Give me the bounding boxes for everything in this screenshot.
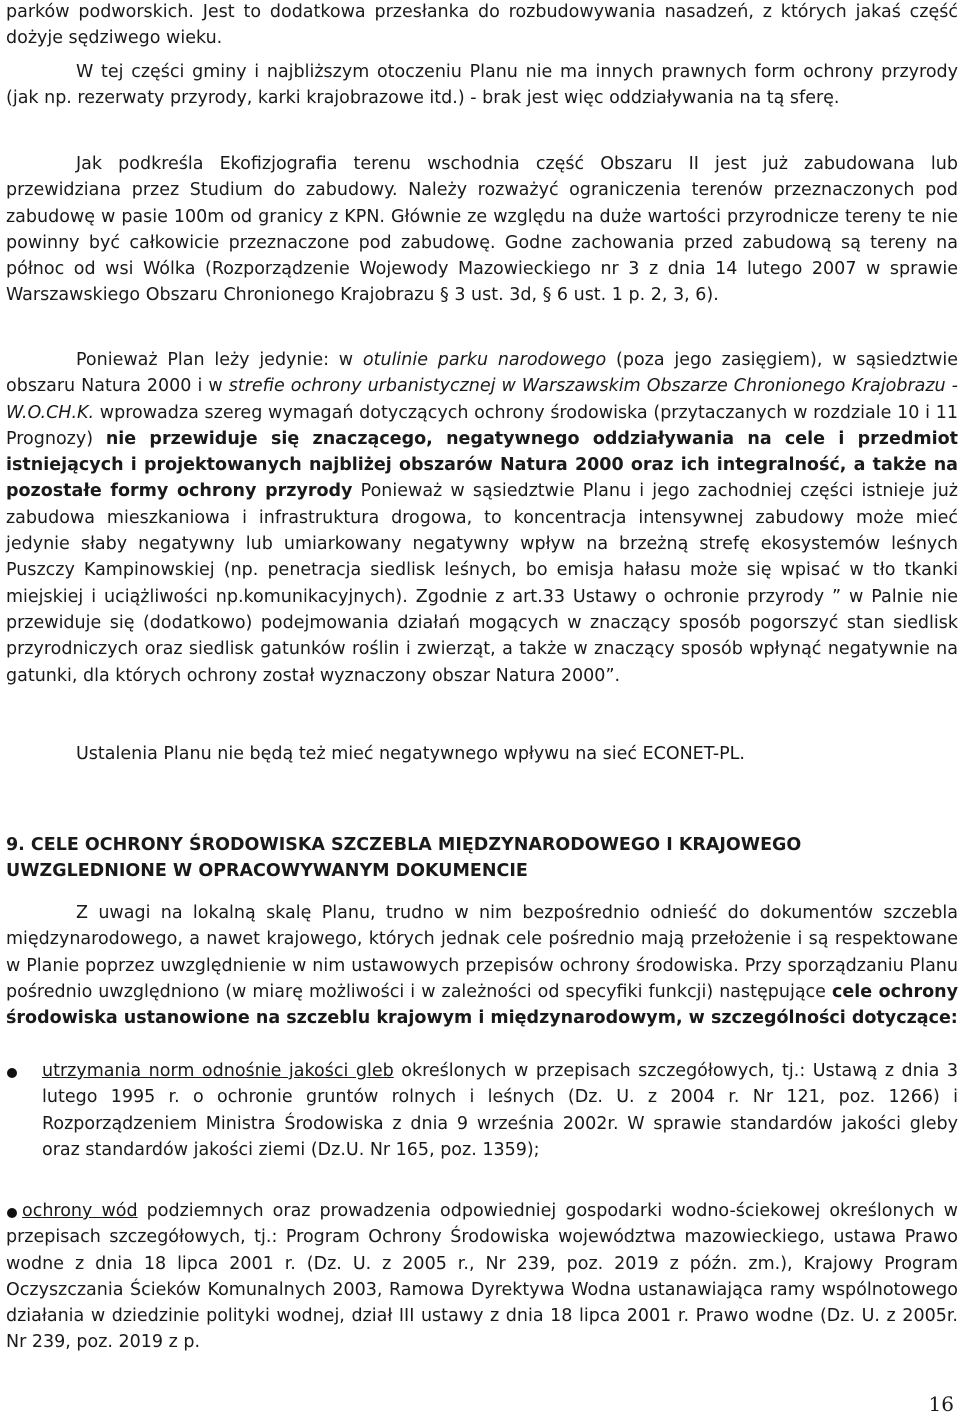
italic-run-otulina: otulinie parku narodowego	[362, 350, 607, 370]
text-run: Z uwagi na lokalną skalę Planu, trudno w nim bezpośrednio odnieść do dokumentów szczebla międzynarodowego, a nawet krajowego, których jednak cele pośrednio mają przełożenie i są respektowane w Planie poprzez uwzględnienie w nim ustawowych przepisów ochrony środowiska. Przy sporządzaniu Planu pośrednio uwzględniono (w miarę możliwości i w zależności od specyfiki funkcji) następujące	[6, 903, 958, 1002]
paragraph-environment-goals	[6, 900, 958, 1031]
text-run: wprowadza szereg wymagań dotyczących ochrony środowiska (przytaczanych w rozdziale 10 i 11 Prognozy)	[6, 402, 958, 449]
text-run: określonych w przepisach szczegółowych, tj.: Ustawą z dnia 3 lutego 1995 r. o ochronie gruntów rolnych i leśnych (Dz. U. z 2004 r. Nr 121, poz. 1266) i Rozporządzeniem Ministra Środowiska z dnia 9 września 2002r. W sprawie standardów jakości gleby oraz standardów jakości ziemi (Dz.U. Nr 165, poz. 1359);	[42, 1061, 958, 1160]
list-item-soil	[6, 1058, 958, 1163]
text-run: podziemnych oraz prowadzenia odpowiedniej gospodarki wodno-ściekowej określonych w przepisach szczegółowych, tj.: Program Ochrony Środowiska województwa mazowieckiego, ustawa Prawo wodne z dnia 18 lipca 2001 r. (Dz. U. z 2005 r., Nr 239, poz. 2019 z późn. zm.), Krajowy Program Oczyszczania Ścieków Komunalnych 2003, Ramowa Dyrektywa Wodna ustanawiająca ramy wspólnotowego działania w dziedzinie polityki wodnej, dział III ustawy z dnia 18 lipca 2001 r. Prawo wodne (Dz. U. z 2005r. Nr 239, poz. 2019 z p.	[6, 1201, 958, 1353]
bullet-icon	[7, 1208, 17, 1218]
underlined-run: ochrony wód	[22, 1201, 138, 1221]
underlined-run: utrzymania norm odnośnie jakości gleb	[42, 1061, 394, 1081]
list-item-water	[6, 1198, 958, 1356]
section-heading-9: 9. CELE OCHRONY ŚRODOWISKA SZCZEBLA MIĘDZYNARODOWEGO I KRAJOWEGO UWZGLEDNIONE W OPRACOWYWANYM DOKUMENCIE	[6, 835, 802, 882]
italic-run-woch: strefie ochrony urbanistycznej w Warszawskim Obszarze Chronionego Krajobrazu - W.O.CH.K.	[6, 376, 958, 423]
bold-run-goals: cele ochrony środowiska ustanowione na szczeblu krajowym i międzynarodowym, w szczególności dotyczące:	[6, 981, 959, 1029]
text-run: Ponieważ w sąsiedztwie Planu i jego zachodniej części istnieje już zabudowa mieszkaniowa i infrastruktura drogowa, to koncentracja intensywnej zabudowy może mieć jedynie słaby negatywny lub umiarkowany negatywny wpływ na brzeżną strefę ekosystemów leśnych Puszczy Kampinowskiej (np. penetracja siedlisk leśnych, bo emisja hałasu może się wpisać w tło tkanki miejskiej i uciążliwości np.komunikacyjnych). Zgodnie z art.33 Ustawy o ochronie przyrody ” w Palnie nie przewiduje się (dodatkowo) podejmowania działań mogących w znaczący sposób pogorszyć stan siedlisk przyrodniczych oraz siedlisk gatunków roślin i zwierząt, a także w znaczący sposób wpłynąć negatywnie na gatunki, dla których ochrony został wyznaczony obszar Natura 2000”.	[6, 481, 958, 686]
paragraph-natura-2000	[6, 347, 958, 689]
paragraph-ekofizjografia: Jak podkreśla Ekofizjografia terenu wschodnia część Obszaru II jest już zabudowana lub przewidziana przez Studium do zabudowy. Należy rozważyć ograniczenia terenów przeznaczonych pod zabudowę w pasie 100m od granicy z KPN. Głównie ze względu na duże wartości przyrodnicze tereny te nie powinny być całkowicie przeznaczone pod zabudowę. Godne zachowania przed zabudową są tereny na północ od wsi Wólka (Rozporządzenie Wojewody Mazowieckiego nr 3 z dnia 14 lutego 2007 w sprawie Warszawskiego Obszaru Chronionego Krajobrazu § 3 ust. 3d, § 6 ust. 1 p. 2, 3, 6).	[6, 154, 958, 306]
text-run: (poza jego zasięgiem), w sąsiedztwie obszaru Natura 2000 i w	[6, 350, 958, 397]
text-run: Ponieważ Plan leży jedynie: w	[76, 350, 363, 370]
bullet-icon	[7, 1068, 17, 1078]
page-number: 16	[928, 1392, 954, 1416]
bold-run-conclusion: nie przewiduje się znaczącego, negatywnego oddziaływania na cele i przedmiot istniejących i projektowanych najbliżej obszarów Natura 2000 oraz ich integralność, a także na pozostałe formy ochrony przyrody	[6, 428, 958, 502]
paragraph-parks: parków podworskich. Jest to dodatkowa przesłanka do rozbudowywania nasadzeń, z których jakaś część dożyje sędziwego wieku.	[6, 2, 958, 49]
paragraph-econet: Ustalenia Planu nie będą też mieć negatywnego wpływu na sieć ECONET-PL.	[76, 744, 745, 764]
paragraph-protection-forms: W tej części gminy i najbliższym otoczeniu Planu nie ma innych prawnych form ochrony przyrody (jak np. rezerwaty przyrody, karki krajobrazowe itd.) - brak jest więc oddziaływania na tą sferę.	[6, 62, 958, 109]
